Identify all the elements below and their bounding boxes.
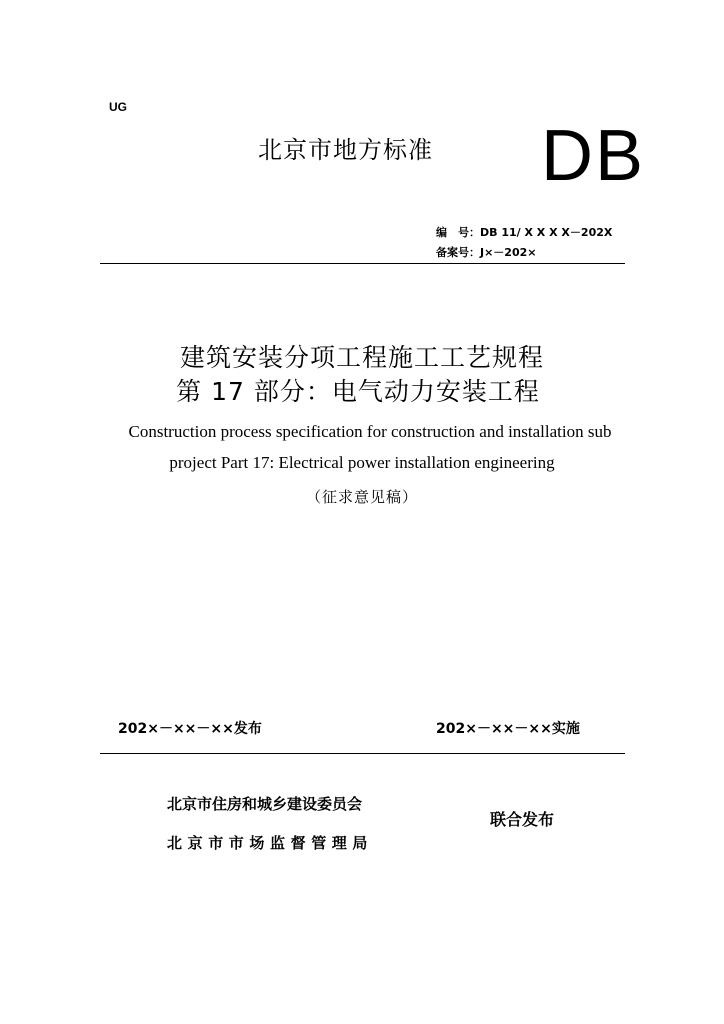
top-divider	[100, 263, 625, 264]
filing-number: 备案号：J×－202×	[436, 246, 537, 259]
standard-number: 编 号：DB 11/ X X X X－202X	[436, 226, 613, 239]
document-code: UG	[109, 100, 127, 114]
title-cn-line1: 建筑安装分项工程施工工艺规程	[179, 343, 544, 372]
title-en-line2: project Part 17: Electrical power installation engineering	[169, 453, 555, 472]
draft-note: （征求意见稿）	[305, 488, 418, 506]
joint-release: 联合发布	[490, 810, 555, 829]
title-cn-line2: 第 17 部分：电气动力安装工程	[176, 377, 540, 406]
standard-type: 北京市地方标准	[258, 136, 433, 164]
title-en-line1: Construction process specification for construction and installation sub	[128, 422, 612, 441]
implement-date: 202×－××－××实施	[436, 721, 580, 737]
issuer-housing-commission: 北京市住房和城乡建设委员会	[167, 795, 363, 813]
issue-date: 202×－××－××发布	[118, 721, 262, 737]
db-logo: DB	[541, 116, 646, 196]
issuer-market-supervision: 北京市市场监督管理局	[167, 834, 374, 852]
bottom-divider	[100, 753, 625, 754]
